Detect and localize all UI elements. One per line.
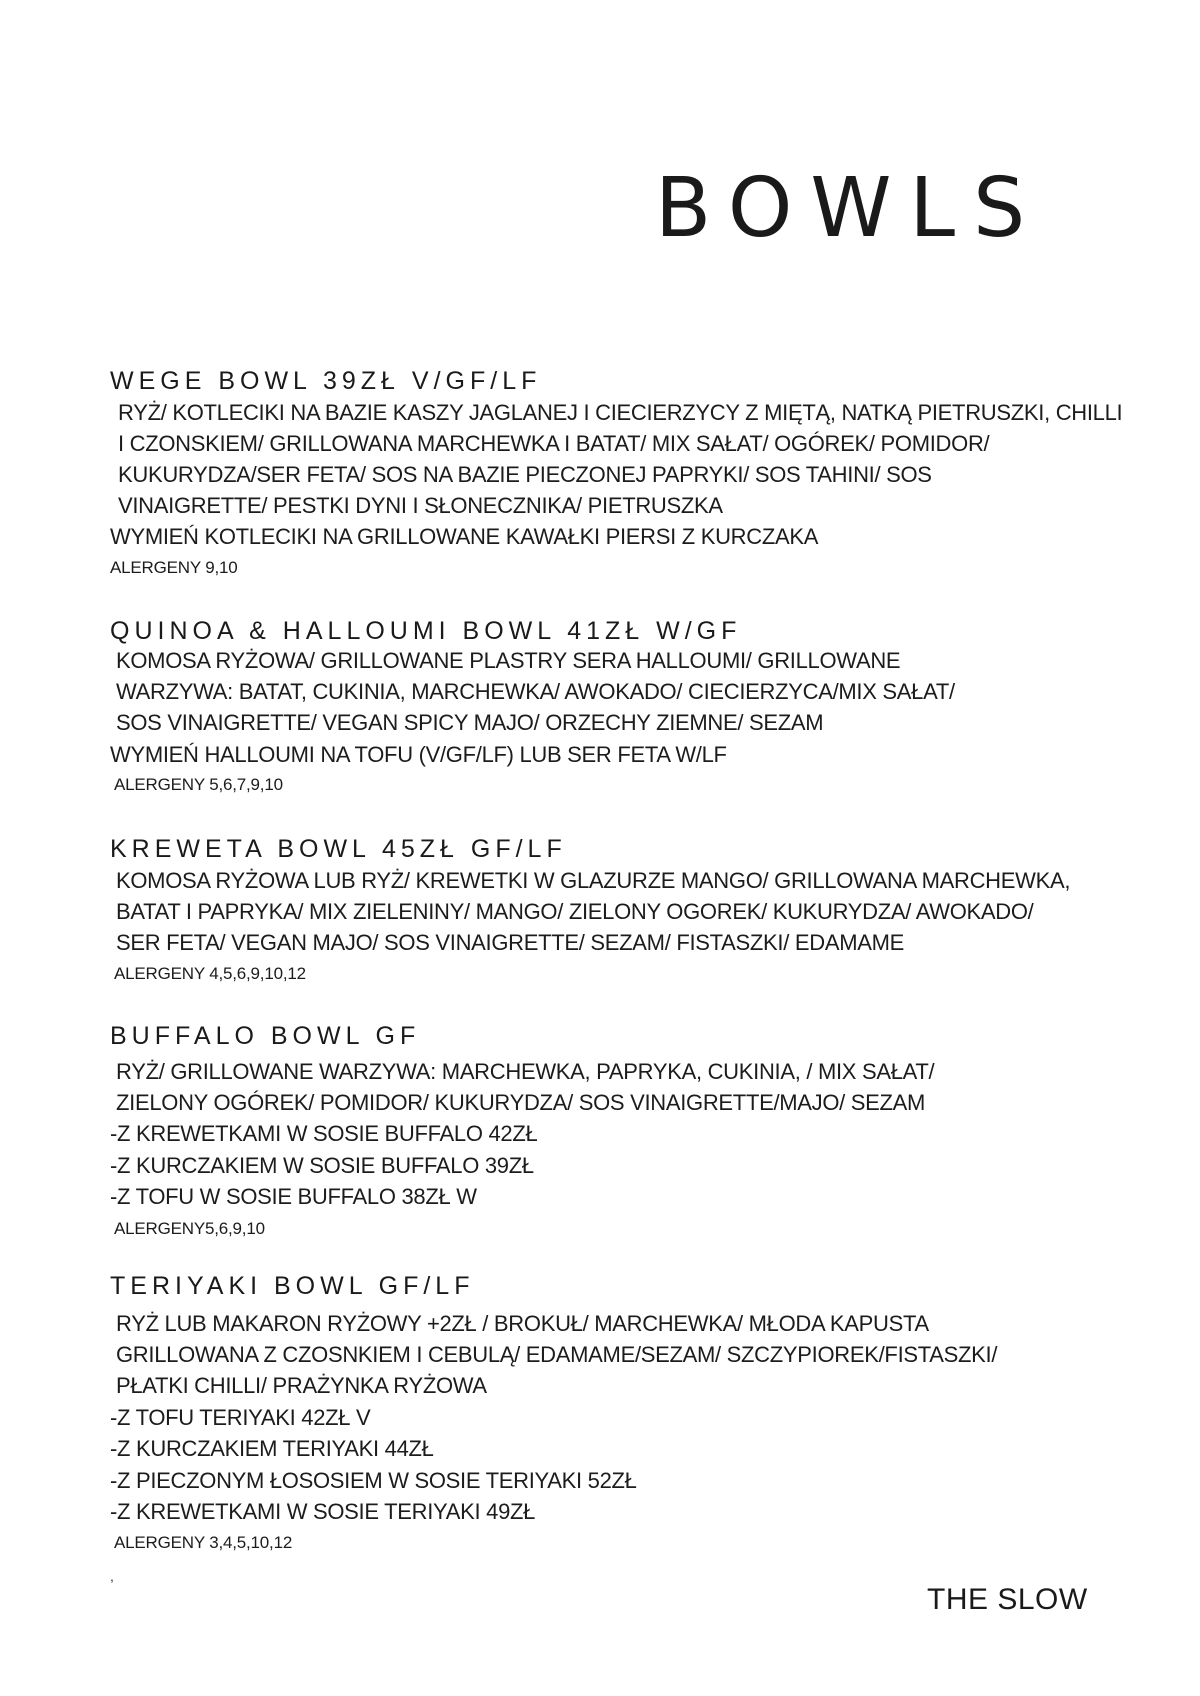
variant-line: -Z KURCZAKIEM W SOSIE BUFFALO 39ZŁ xyxy=(110,1153,534,1178)
ingredients-line: WARZYWA: BATAT, CUKINIA, MARCHEWKA/ AWOKADO/ CIECIERZYCA/MIX SAŁAT/ xyxy=(116,679,955,704)
allergens-label: ALERGENY 9,10 xyxy=(110,558,238,577)
ingredients-line: VINAIGRETTE/ PESTKI DYNI I SŁONECZNIKA/ PIETRUSZKA xyxy=(118,493,723,518)
menu-item-heading: BUFFALO BOWL GF xyxy=(110,1022,421,1050)
allergens-label: ALERGENY 4,5,6,9,10,12 xyxy=(114,964,306,983)
ingredients-line: PŁATKI CHILLI/ PRAŻYNKA RYŻOWA xyxy=(116,1373,487,1398)
allergens-label: ALERGENY 5,6,7,9,10 xyxy=(114,775,283,794)
variant-line: -Z TOFU TERIYAKI 42ZŁ V xyxy=(110,1405,371,1430)
variant-line: -Z KURCZAKIEM TERIYAKI 44ZŁ xyxy=(110,1436,434,1461)
variant-line: -Z KREWETKAMI W SOSIE BUFFALO 42ZŁ xyxy=(110,1121,538,1146)
allergens-label: ALERGENY 3,4,5,10,12 xyxy=(114,1533,293,1552)
ingredients-line: KOMOSA RYŻOWA/ GRILLOWANE PLASTRY SERA HALLOUMI/ GRILLOWANE xyxy=(116,648,901,673)
ingredients-line: GRILLOWANA Z CZOSNKIEM I CEBULĄ/ EDAMAME/SEZAM/ SZCZYPIOREK/FISTASZKI/ xyxy=(116,1342,998,1367)
option-line: WYMIEŃ HALLOUMI NA TOFU (V/GF/LF) LUB SER FETA W/LF xyxy=(110,742,727,767)
brand-name: THE SLOW xyxy=(927,1583,1088,1616)
ingredients-line: ZIELONY OGÓREK/ POMIDOR/ KUKURYDZA/ SOS VINAIGRETTE/MAJO/ SEZAM xyxy=(116,1090,926,1115)
option-line: WYMIEŃ KOTLECIKI NA GRILLOWANE KAWAŁKI PIERSI Z KURCZAKA xyxy=(110,524,819,549)
ingredients-line: KOMOSA RYŻOWA LUB RYŻ/ KREWETKI W GLAZURZE MANGO/ GRILLOWANA MARCHEWKA, xyxy=(116,868,1071,893)
ingredients-line: I CZONSKIEM/ GRILLOWANA MARCHEWKA I BATAT/ MIX SAŁAT/ OGÓREK/ POMIDOR/ xyxy=(118,431,990,456)
ingredients-line: BATAT I PAPRYKA/ MIX ZIELENINY/ MANGO/ ZIELONY OGOREK/ KUKURYDZA/ AWOKADO/ xyxy=(116,899,1034,924)
allergens-label: ALERGENY5,6,9,10 xyxy=(114,1219,265,1238)
variant-line: -Z PIECZONYM ŁOSOSIEM W SOSIE TERIYAKI 52ZŁ xyxy=(110,1468,637,1493)
menu-item-heading: TERIYAKI BOWL GF/LF xyxy=(110,1272,475,1300)
stray-mark: , xyxy=(110,1568,114,1584)
variant-line: -Z KREWETKAMI W SOSIE TERIYAKI 49ZŁ xyxy=(110,1499,536,1524)
ingredients-line: SOS VINAIGRETTE/ VEGAN SPICY MAJO/ ORZECHY ZIEMNE/ SEZAM xyxy=(116,710,824,735)
variant-line: -Z TOFU W SOSIE BUFFALO 38ZŁ W xyxy=(110,1184,477,1209)
ingredients-line: SER FETA/ VEGAN MAJO/ SOS VINAIGRETTE/ SEZAM/ FISTASZKI/ EDAMAME xyxy=(116,930,904,955)
ingredients-line: RYŻ LUB MAKARON RYŻOWY +2ZŁ / BROKUŁ/ MARCHEWKA/ MŁODA KAPUSTA xyxy=(116,1311,929,1336)
ingredients-line: RYŻ/ GRILLOWANE WARZYWA: MARCHEWKA, PAPRYKA, CUKINIA, / MIX SAŁAT/ xyxy=(116,1059,935,1084)
ingredients-line: KUKURYDZA/SER FETA/ SOS NA BAZIE PIECZONEJ PAPRYKI/ SOS TAHINI/ SOS xyxy=(118,462,932,487)
ingredients-line: RYŻ/ KOTLECIKI NA BAZIE KASZY JAGLANEJ I CIECIERZYCY Z MIĘTĄ, NATKĄ PIETRUSZKI, CHILLI xyxy=(118,400,1123,425)
menu-item-heading: QUINOA & HALLOUMI BOWL 41ZŁ W/GF xyxy=(110,617,742,645)
menu-item-heading: WEGE BOWL 39ZŁ V/GF/LF xyxy=(110,367,542,395)
page-title: BOWLS xyxy=(655,161,1044,256)
menu-item-heading: KREWETA BOWL 45ZŁ GF/LF xyxy=(110,835,567,863)
